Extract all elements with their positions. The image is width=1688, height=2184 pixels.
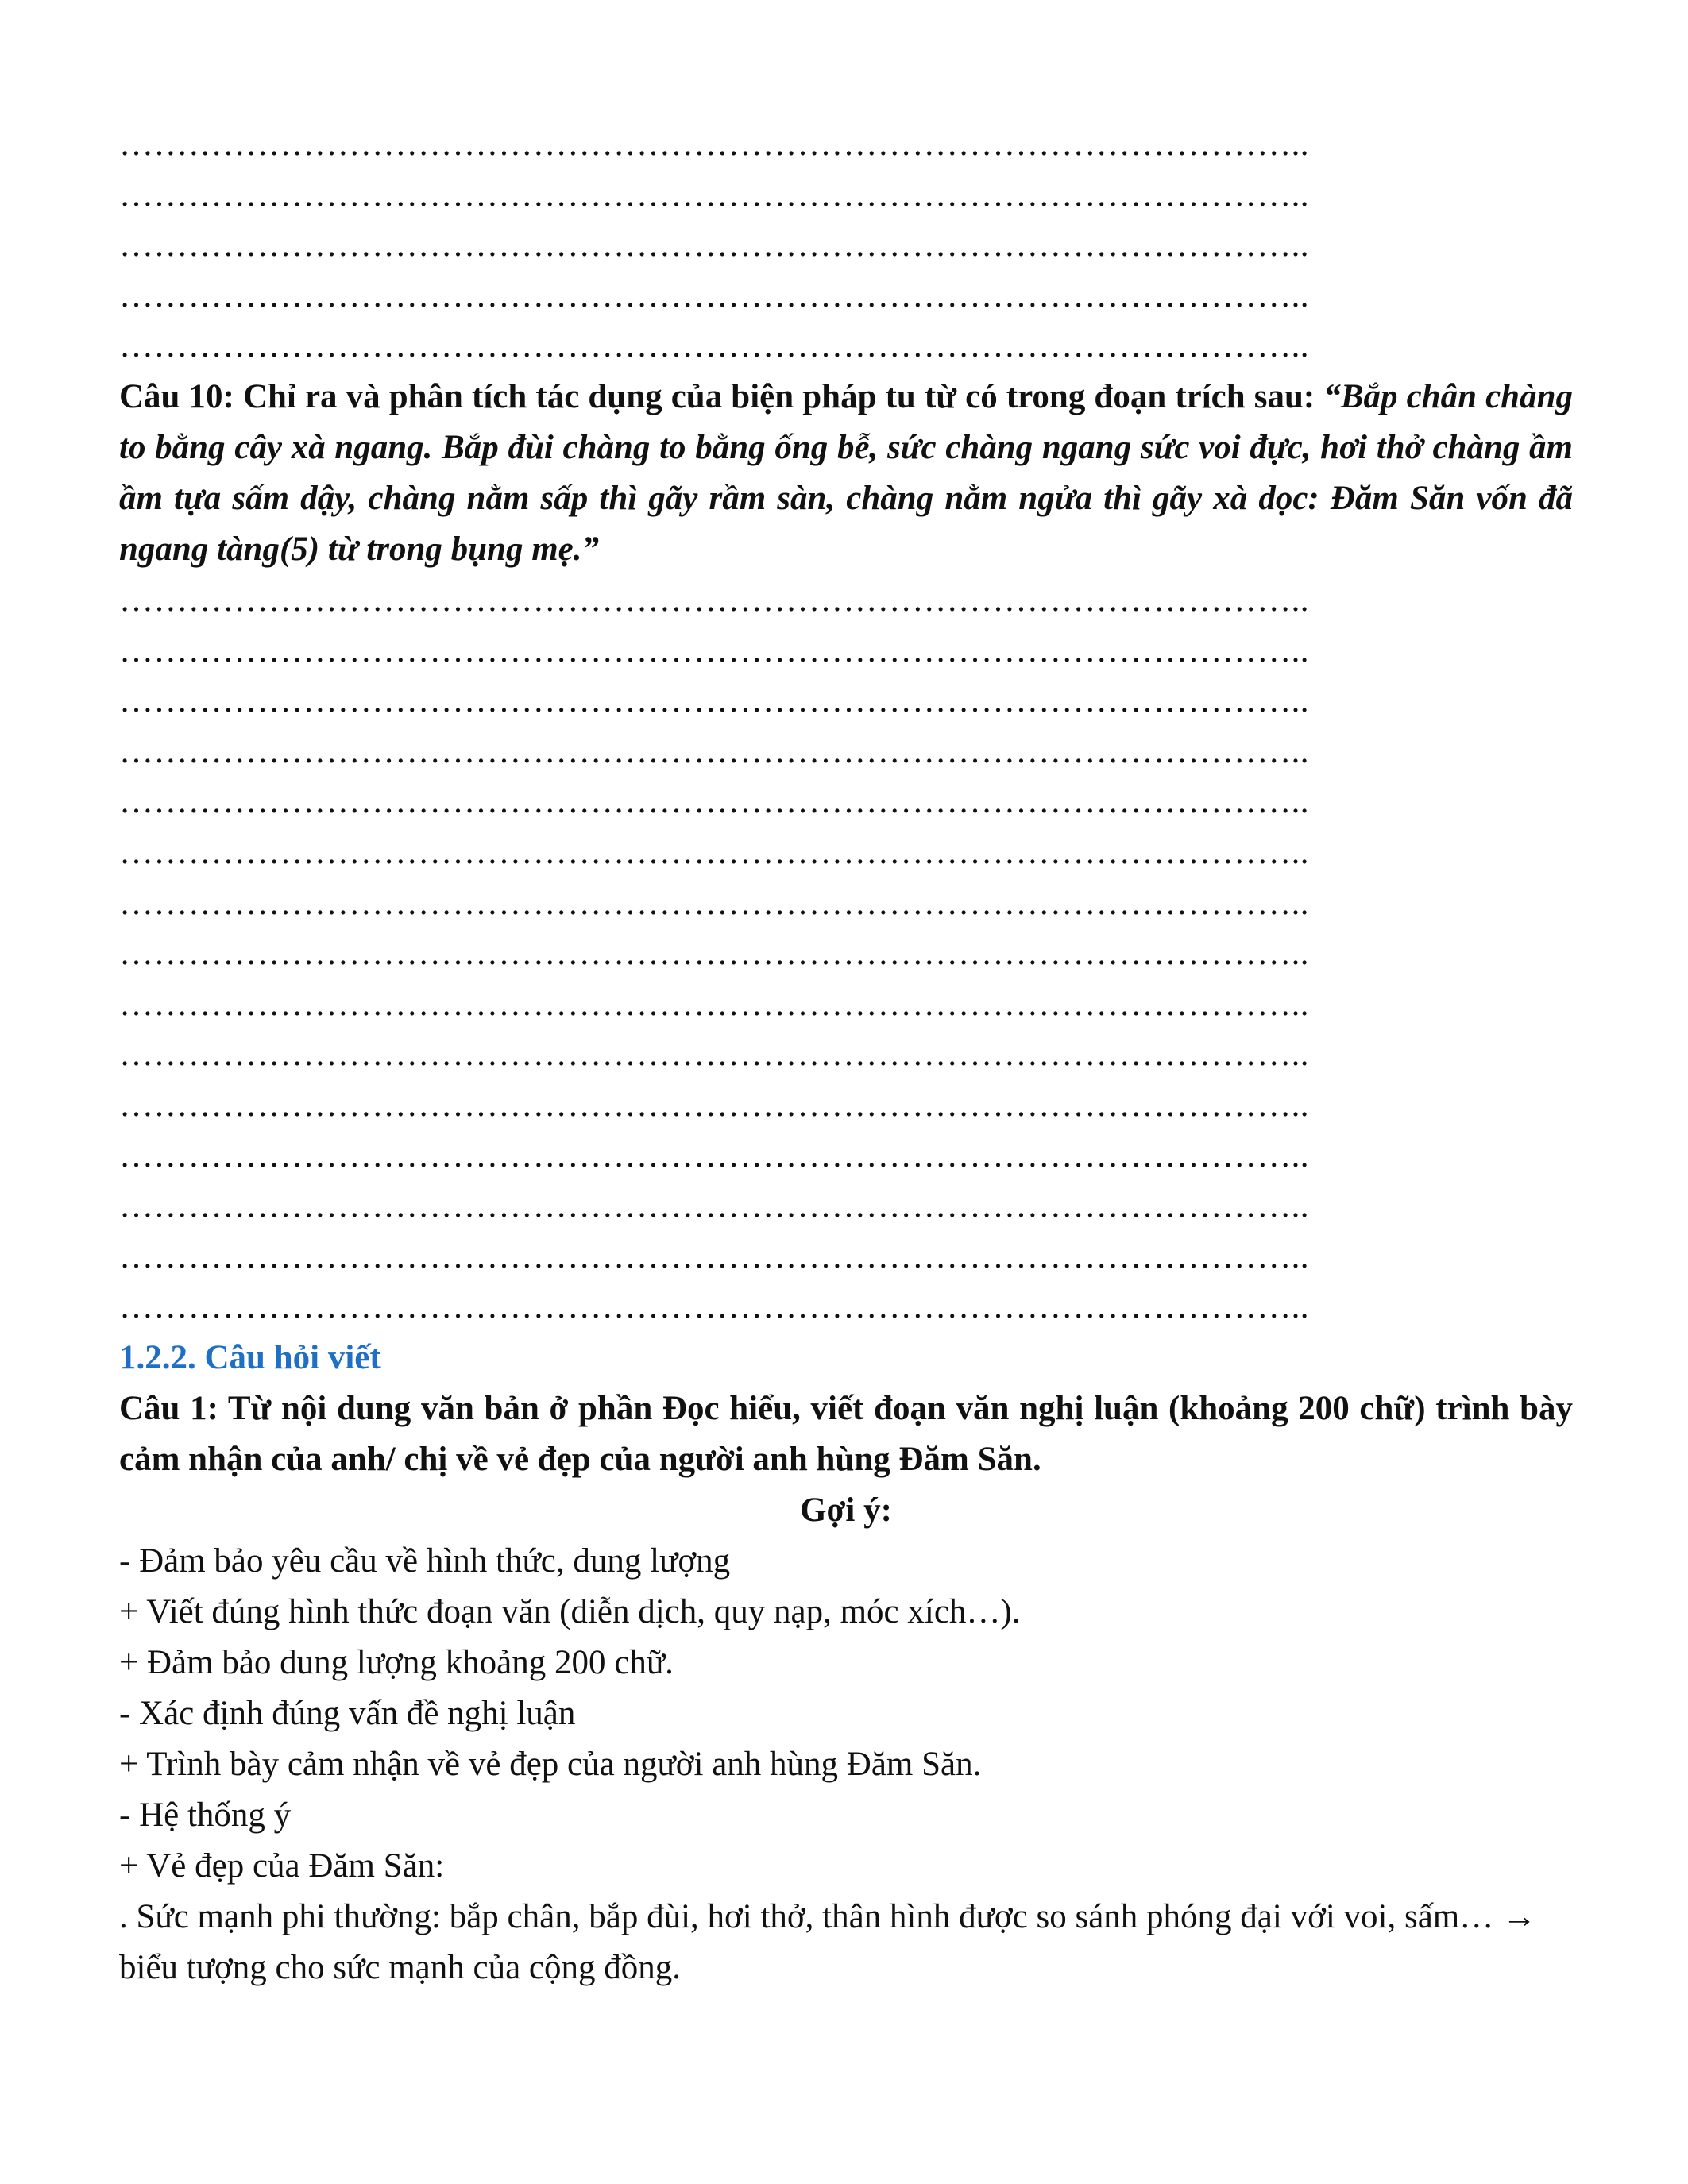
answer-line: ………………………………………………………………………………………….. bbox=[119, 276, 1309, 314]
answer-line: ………………………………………………………………………………………….. bbox=[119, 884, 1309, 922]
answer-lines-question-10 bbox=[119, 575, 1573, 1333]
answer-line: ………………………………………………………………………………………….. bbox=[119, 783, 1309, 821]
question-1: Câu 1: Từ nội dung văn bản ở phần Đọc hiểu, viết đoạn văn nghị luận (khoảng 200 chữ) trình bày cảm nhận của anh/ chị về vẻ đẹp của người anh hùng Đăm Săn. bbox=[119, 1389, 1573, 1478]
question-10-label: Câu 10: Chỉ ra và phân tích tác dụng của biện pháp tu từ có trong đoạn trích sau: bbox=[119, 377, 1324, 415]
hint-line: + Viết đúng hình thức đoạn văn (diễn dịch, quy nạp, móc xích…). bbox=[119, 1592, 1021, 1630]
answer-line: ………………………………………………………………………………………….. bbox=[119, 631, 1309, 669]
answer-line: ………………………………………………………………………………………….. bbox=[119, 935, 1309, 973]
answer-line: ………………………………………………………………………………………….. bbox=[119, 226, 1309, 264]
hint-line: + Trình bày cảm nhận về vẻ đẹp của người anh hùng Đăm Săn. bbox=[119, 1745, 982, 1783]
answer-line: ………………………………………………………………………………………….. bbox=[119, 1036, 1309, 1074]
answer-line: ………………………………………………………………………………………….. bbox=[119, 176, 1309, 214]
answer-line: ………………………………………………………………………………………….. bbox=[119, 581, 1309, 619]
hint-line: - Xác định đúng vấn đề nghị luận bbox=[119, 1694, 576, 1732]
hint-list bbox=[119, 1536, 1573, 1993]
answer-line: ………………………………………………………………………………………….. bbox=[119, 1136, 1309, 1175]
answer-line: ………………………………………………………………………………………….. bbox=[119, 833, 1309, 871]
answer-line: ………………………………………………………………………………………….. bbox=[119, 327, 1309, 365]
answer-line: ………………………………………………………………………………………….. bbox=[119, 1086, 1309, 1124]
hint-title: Gợi ý: bbox=[800, 1491, 892, 1529]
question-10 bbox=[119, 372, 1573, 575]
answer-line: ………………………………………………………………………………………….. bbox=[119, 1237, 1309, 1275]
hint-line: - Hệ thống ý bbox=[119, 1796, 292, 1834]
answer-line: ………………………………………………………………………………………….. bbox=[119, 1187, 1309, 1225]
answer-line: ………………………………………………………………………………………….. bbox=[119, 1288, 1309, 1326]
document-page bbox=[119, 119, 1573, 1993]
hint-line: + Vẻ đẹp của Đăm Săn: bbox=[119, 1846, 445, 1885]
question-10-quote: “Bắp chân chàng to bằng cây xà ngang. Bắp đùi chàng to bằng ống bễ, sức chàng ngang sức voi đực, hơi thở chàng ầm ầm tựa sấm dậy, chàng nằm sấp thì gãy rầm sàn, chàng nằm ngửa thì gãy xà dọc: Đăm Săn vốn đã ngang tàng(5) từ trong bụng mẹ.” bbox=[119, 377, 1573, 568]
answer-line: ………………………………………………………………………………………….. bbox=[119, 732, 1309, 770]
section-heading: 1.2.2. Câu hỏi viết bbox=[119, 1338, 381, 1376]
answer-lines-top bbox=[119, 119, 1573, 372]
hint-line: - Đảm bảo yêu cầu về hình thức, dung lượng bbox=[119, 1542, 731, 1580]
answer-line: ………………………………………………………………………………………….. bbox=[119, 985, 1309, 1023]
answer-line: ………………………………………………………………………………………….. bbox=[119, 682, 1309, 720]
answer-line: ………………………………………………………………………………………….. bbox=[119, 125, 1309, 163]
hint-line: . Sức mạnh phi thường: bắp chân, bắp đùi, hơi thở, thân hình được so sánh phóng đại với voi, sấm… → biểu tượng cho sức mạnh của cộng đồng. bbox=[119, 1897, 1536, 1986]
hint-line: + Đảm bảo dung lượng khoảng 200 chữ. bbox=[119, 1643, 674, 1681]
